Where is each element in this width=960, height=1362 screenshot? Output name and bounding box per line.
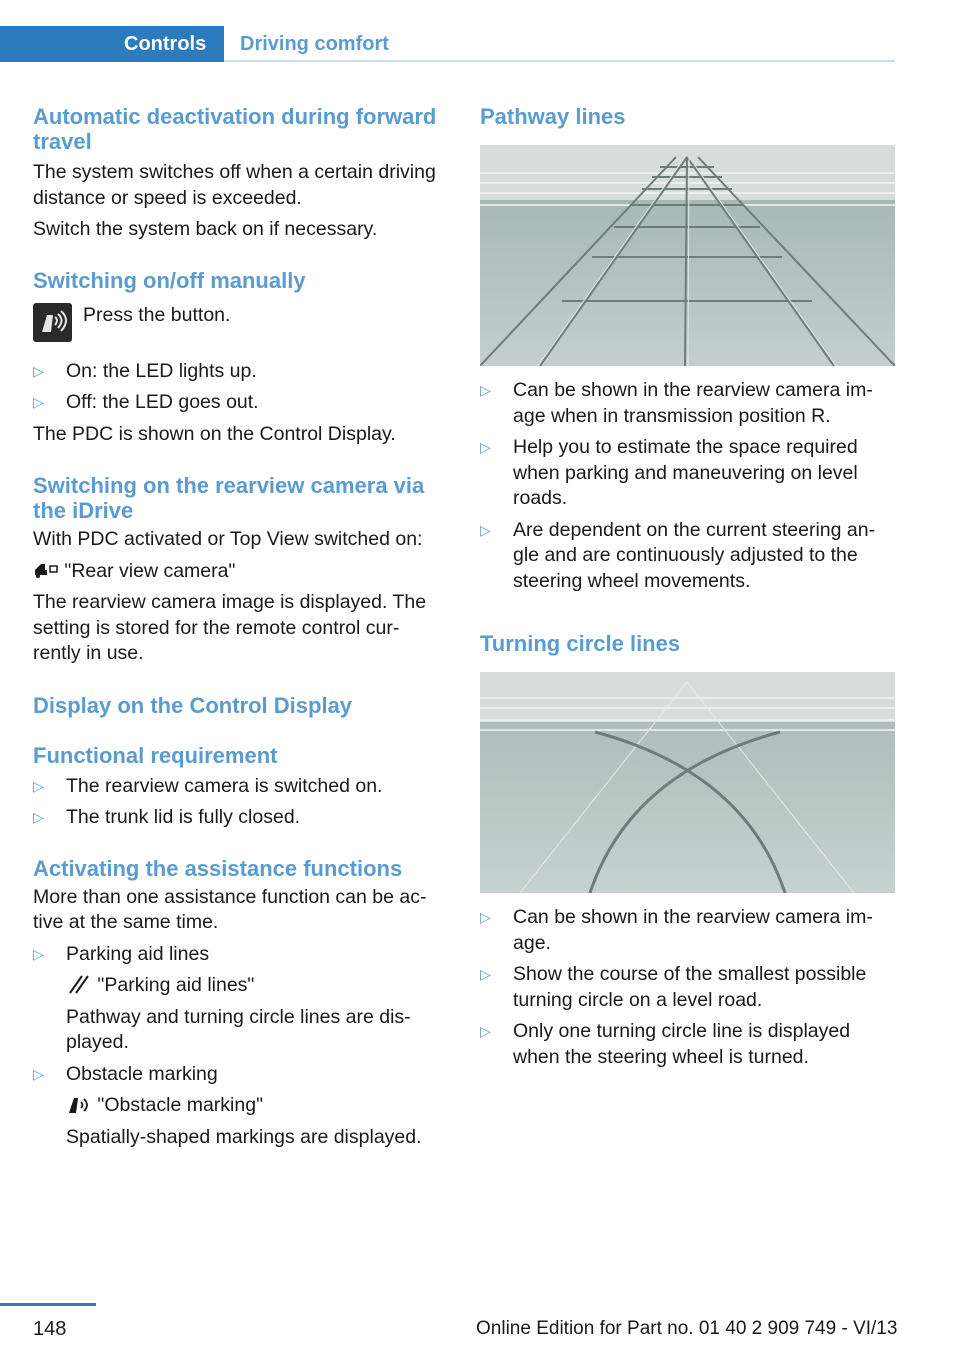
- heading-switching-manually: Switching on/off manually: [33, 267, 306, 293]
- turning-circle-lines-image: [480, 672, 895, 893]
- heading-automatic-deactivation: Automatic deactivation during forward travel: [33, 104, 437, 154]
- manual-bullet-list: [33, 359, 451, 416]
- page-number: 148: [33, 1318, 67, 1340]
- description: Pathway and turning circle lines are dis- played.: [66, 1005, 411, 1053]
- heading-display-control-display: Display on the Control Display: [33, 692, 353, 718]
- heading-functional-requirement: Functional requirement: [33, 742, 278, 768]
- header-divider: [224, 60, 895, 62]
- pathway-lines-image: [480, 145, 895, 366]
- heading-activating-assistance: Activating the assistance functions: [33, 855, 403, 881]
- list-item: ▷ Off: the LED goes out.: [33, 391, 259, 413]
- rear-camera-icon: [33, 560, 59, 580]
- list-item: ▷ Can be shown in the rearview camera im- age when in transmission position R.: [480, 379, 873, 427]
- heading-turning-circle-lines: Turning circle lines: [480, 631, 681, 656]
- paragraph: The rearview camera image is displayed. The setting is stored for the remote control cur- rently in use.: [33, 591, 427, 664]
- list-item: ▷ Can be shown in the rearview camera im- age.: [480, 906, 873, 954]
- list-item: ▷ Parking aid lines "Parking aid lines" Pathway and turning circle lines are dis- played.: [33, 942, 451, 1056]
- list-item: ▷ On: the LED lights up.: [33, 359, 257, 382]
- button-instruction: [33, 297, 451, 355]
- paragraph: The PDC is shown on the Control Display.: [33, 422, 396, 445]
- press-button-text: Press the button.: [83, 303, 231, 326]
- left-column: [33, 100, 451, 1150]
- turning-bullet-list: [480, 905, 896, 1070]
- parking-lines-icon: [66, 974, 92, 994]
- menu-entry-obstacle-marking: "Obstacle marking": [66, 1093, 451, 1119]
- obstacle-marking-icon: [66, 1094, 92, 1114]
- list-item: ▷ Show the course of the smallest possible turning circle on a level road.: [480, 963, 867, 1011]
- list-item: ▷ The rearview camera is switched on.: [33, 774, 383, 797]
- paragraph: More than one assistance function can be ac- tive at the same time.: [33, 885, 427, 933]
- page-header: [0, 0, 960, 62]
- paragraph: The system switches off when a certain driving distance or speed is exceeded.: [33, 161, 436, 209]
- heading-pathway-lines: Pathway lines: [480, 104, 626, 129]
- requirement-bullet-list: [33, 774, 451, 831]
- menu-entry-parking-aid-lines: "Parking aid lines": [66, 973, 451, 999]
- list-item: ▷ Only one turning circle line is displayed when the steering wheel is turned.: [480, 1020, 851, 1068]
- section-tab: Controls: [0, 26, 224, 62]
- paragraph: Switch the system back on if necessary.: [33, 218, 378, 240]
- right-column: [480, 100, 896, 1070]
- page-number-bar: [0, 1303, 96, 1306]
- chapter-tab: Driving comfort: [240, 33, 389, 55]
- heading-switching-idrive: Switching on the rearview camera via the iDrive: [33, 473, 425, 523]
- pathway-bullet-list: [480, 378, 896, 594]
- list-item: ▷ The trunk lid is fully closed.: [33, 806, 301, 828]
- edition-footer: Online Edition for Part no. 01 40 2 909 749 - VI/13: [476, 1318, 898, 1339]
- list-item: ▷ Help you to estimate the space required when parking and maneuvering on level roads.: [480, 436, 858, 509]
- list-item: ▷ Are dependent on the current steering an- gle and are continuously adjusted to the steering wheel movements.: [480, 518, 876, 592]
- paragraph: With PDC activated or Top View switched on:: [33, 528, 423, 550]
- assistance-bullet-list: [33, 942, 451, 1151]
- pdc-button-icon: [33, 303, 72, 342]
- description: Spatially-shaped markings are displayed.: [66, 1125, 422, 1148]
- list-item: ▷ Obstacle marking "Obstacle marking" Spatially-shaped markings are displayed.: [33, 1062, 451, 1151]
- menu-entry-rear-view-camera: "Rear view camera": [33, 559, 451, 585]
